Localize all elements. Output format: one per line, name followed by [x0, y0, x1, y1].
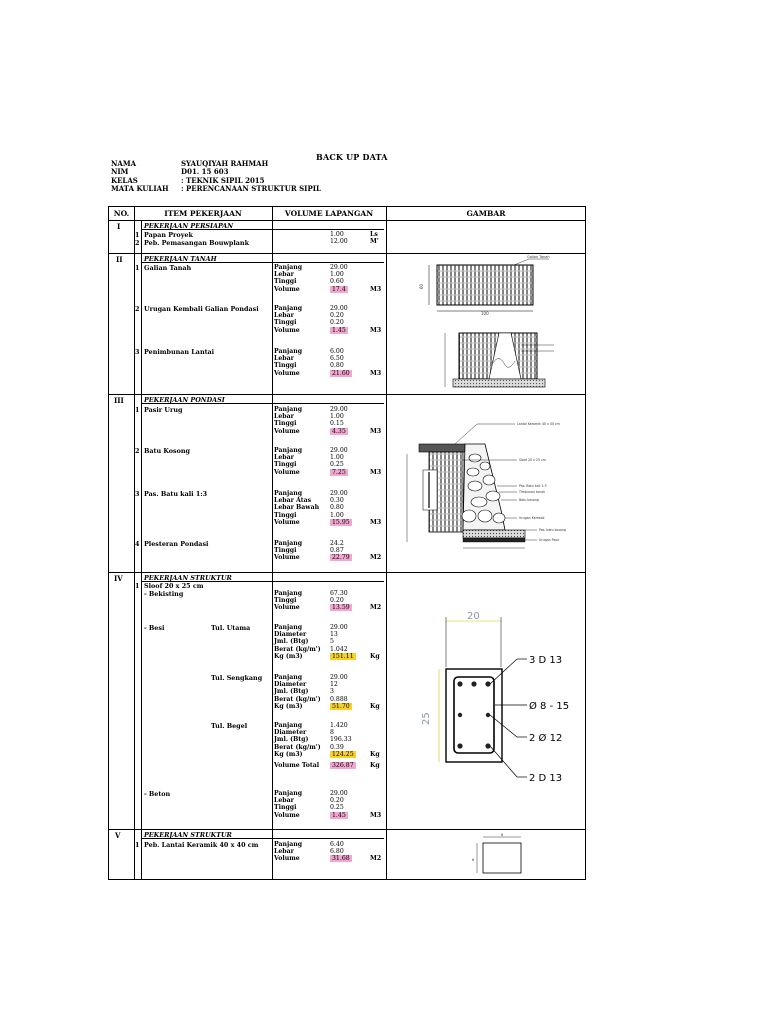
row-label: Diameter [274, 681, 307, 689]
weight-unit: Kg [370, 750, 380, 758]
volume-block [274, 540, 381, 562]
excavation-drawing [409, 253, 569, 391]
item-number: 1 [135, 582, 140, 590]
item-number: 2 [135, 239, 140, 247]
row-label: Tinggi [274, 804, 297, 812]
dim-width: 100 [481, 311, 489, 316]
volume-unit: M3 [370, 518, 382, 526]
volume-block [274, 348, 381, 377]
volume-highlight: 22.79 [332, 554, 350, 562]
weight-unit: Kg [370, 702, 380, 710]
item-name: Peb. Lantai Keramik 40 x 40 cm [144, 841, 259, 849]
volume-highlight: 17.4 [332, 285, 346, 293]
section-divider [109, 829, 585, 830]
row-label: Panjang [274, 722, 303, 729]
row-value: 3 [330, 688, 334, 696]
rebar-label-top: 3 D 13 [529, 655, 563, 666]
volume-block [274, 305, 381, 334]
row-label: Volume [274, 285, 300, 293]
sub-item-name: - Besi [144, 624, 165, 632]
weight-highlight: 51.70 [332, 702, 350, 710]
row-label: Tinggi [274, 461, 297, 469]
dim-height: 60 [419, 283, 424, 289]
volume-unit: M3 [370, 811, 382, 819]
row-label: Lebar [274, 271, 294, 279]
row-value: 29.00 [330, 447, 348, 454]
student-info [111, 160, 321, 193]
row-label: Tinggi [274, 597, 297, 605]
row-label: Volume [274, 811, 300, 819]
row-label: Lebar Atas [274, 497, 312, 505]
row-value: 0.80 [330, 362, 344, 370]
row-label: Lebar [274, 413, 294, 421]
row-value: 29.00 [330, 674, 348, 681]
row-value: 6.40 [330, 841, 344, 848]
item-name: Pasir Urug [144, 406, 183, 414]
volume-block [274, 624, 380, 660]
row-label: Volume [274, 518, 300, 526]
row-value: 29.00 [330, 264, 348, 271]
row-label: Kg (m3) [274, 652, 303, 660]
row-label: Tinggi [274, 547, 297, 555]
row-value: 0.60 [330, 278, 344, 286]
row-label: Tinggi [274, 319, 297, 327]
row-divider [141, 403, 384, 404]
row-label: Lebar Bawah [274, 504, 320, 512]
total-unit: Kg [370, 761, 380, 769]
row-value: 0.888 [330, 695, 348, 703]
col-divider [272, 207, 273, 879]
row-value: 6.50 [330, 355, 344, 363]
section-title: PEKERJAAN STRUKTUR [144, 574, 232, 582]
row-label: Lebar [274, 797, 294, 805]
row-label: Diameter [274, 631, 307, 639]
item-name: Penimbunan Lantai [144, 348, 215, 356]
row-label: Panjang [274, 624, 303, 631]
item-number: 1 [135, 841, 140, 849]
volume-unit: M2 [370, 554, 382, 562]
volume-unit: M2 [370, 855, 382, 863]
volume-unit: M' [370, 238, 379, 246]
info-label: NIM [111, 167, 129, 177]
volume-highlight: 31.68 [332, 855, 350, 863]
col-divider [386, 207, 387, 879]
row-value: 0.20 [330, 797, 344, 805]
item-name: Plesteran Pondasi [144, 540, 209, 548]
rebar-label-middle: 2 Ø 12 [529, 733, 563, 744]
row-label: Volume [274, 427, 300, 435]
item-name: Batu Kosong [144, 447, 191, 455]
sub-item-name: - Beton [144, 790, 171, 798]
drawing-label: Galian Tanah [527, 255, 550, 259]
row-divider [141, 838, 384, 839]
section-divider [109, 394, 585, 395]
row-value: 0.20 [330, 312, 344, 320]
row-label: Berat (kg/m') [274, 695, 321, 703]
stirrup-label: Ø 8 - 15 [529, 701, 569, 712]
volume-highlight: 13.59 [332, 604, 350, 612]
volume-block [330, 231, 379, 245]
row-value: 1.042 [330, 645, 348, 653]
sub-item-label: Tul. Begel [211, 722, 248, 730]
tile-drawing [469, 833, 539, 879]
info-value: SYAUQIYAH RAHMAH [181, 159, 269, 168]
row-divider [141, 229, 384, 230]
row-value: 1.00 [330, 511, 344, 519]
row-label: Lebar [274, 312, 294, 320]
row-label: Volume [274, 855, 300, 863]
row-value: 29.00 [330, 406, 348, 413]
item-number: 4 [135, 540, 140, 548]
row-label: Tinggi [274, 420, 297, 428]
row-value: 0.80 [330, 504, 344, 512]
drawing-label: Urugan Pasir [539, 538, 560, 542]
row-value: 0.30 [330, 497, 344, 505]
item-name: Pas. Batu kali 1:3 [144, 490, 208, 498]
row-label: Berat (kg/m') [274, 645, 321, 653]
section-number: IV [114, 574, 123, 583]
drawing-label: Sloof 20 x 25 cm [519, 458, 546, 462]
sloof-height: 25 [421, 712, 432, 725]
volume-highlight: 7.25 [332, 468, 346, 476]
row-label: Panjang [274, 447, 303, 454]
volume-unit: M2 [370, 604, 382, 612]
volume-value: 1.00 [330, 231, 344, 238]
info-value: : PERENCANAAN STRUKTUR SIPIL [181, 183, 321, 193]
row-value: 29.00 [330, 490, 348, 497]
header-item: ITEM PEKERJAAN [164, 209, 242, 218]
row-value: 29.00 [330, 624, 348, 631]
section-number: II [116, 255, 123, 264]
item-number: 3 [135, 490, 140, 498]
header-gambar: GAMBAR [466, 209, 506, 218]
row-label: Panjang [274, 790, 303, 797]
header-no: NO. [113, 209, 130, 218]
row-label: Kg (m3) [274, 750, 303, 758]
row-label: Tinggi [274, 511, 297, 519]
item-number: 1 [135, 264, 140, 272]
row-label: Jml. (Btg) [274, 736, 309, 744]
volume-block [274, 674, 380, 710]
sub-item-name: - Bekisting [144, 590, 184, 598]
item-number: 3 [135, 348, 140, 356]
volume-block [274, 590, 381, 612]
section-title: PEKERJAAN PERSIAPAN [144, 222, 234, 230]
section-title: PEKERJAAN PONDASI [144, 396, 225, 404]
row-value: 29.00 [330, 305, 348, 312]
item-name: Peb. Pemasangan Bouwplank [144, 239, 250, 247]
row-value: 0.87 [330, 547, 344, 555]
volume-unit: M3 [370, 369, 382, 377]
row-value: 6.00 [330, 348, 344, 355]
sub-item-label: Tul. Sengkang [211, 674, 263, 682]
item-number: 2 [135, 305, 140, 313]
row-label: Volume [274, 326, 300, 334]
section-number: III [114, 396, 124, 405]
row-label: Tinggi [274, 362, 297, 370]
row-label: Volume [274, 554, 300, 562]
volume-unit: Ls [370, 231, 378, 238]
row-label: Panjang [274, 590, 303, 597]
row-label: Lebar [274, 355, 294, 363]
row-value: 24.2 [330, 540, 344, 547]
volume-block [274, 264, 381, 293]
row-label: Panjang [274, 264, 303, 271]
total-highlight: 326.87 [332, 761, 354, 769]
volume-unit: M3 [370, 468, 382, 476]
item-name: Galian Tanah [144, 264, 192, 272]
volume-block [274, 490, 381, 526]
volume-unit: M3 [370, 326, 382, 334]
document-title: BACK UP DATA [316, 152, 388, 162]
volume-highlight: 15.95 [332, 518, 350, 526]
volume-block [274, 722, 380, 769]
item-name: Urugan Kembali Galian Pondasi [144, 305, 259, 313]
row-value: 1.00 [330, 454, 344, 462]
total-label: Volume Total [274, 761, 320, 769]
drawing-label: Pas. batu kosong [539, 528, 567, 532]
section-divider [109, 572, 585, 573]
row-label: Diameter [274, 729, 307, 737]
section-number: I [117, 222, 121, 231]
row-value: 1.420 [330, 722, 348, 729]
section-title: PEKERJAAN TANAH [144, 255, 217, 263]
item-number: 1 [135, 406, 140, 414]
volume-highlight: 1.45 [332, 326, 346, 334]
row-value: 6.80 [330, 848, 344, 856]
sub-item-label: Tul. Utama [211, 624, 251, 632]
row-label: Panjang [274, 490, 303, 497]
volume-block [274, 406, 381, 435]
info-value: : TEKNIK SIPIL 2015 [181, 175, 265, 185]
info-value: D01. 15 603 [181, 167, 229, 177]
volume-unit: M3 [370, 285, 382, 293]
item-number: 1 [135, 231, 140, 239]
rebar-label-bottom: 2 D 13 [529, 773, 563, 784]
sloof-width: 20 [467, 611, 480, 622]
row-value: 13 [330, 631, 338, 639]
tile-dim-w: 6 [501, 833, 504, 837]
row-label: Lebar [274, 848, 294, 856]
row-label: Panjang [274, 540, 303, 547]
row-value: 1.00 [330, 413, 344, 421]
row-value: 67.30 [330, 590, 348, 597]
volume-block [274, 790, 381, 819]
weight-highlight: 124.25 [332, 750, 354, 758]
row-label: Panjang [274, 674, 303, 681]
drawing-label: Lantai Keramik 40 x 40 cm [517, 422, 560, 426]
header-volume: VOLUME LAPANGAN [284, 209, 374, 218]
volume-table [108, 206, 586, 880]
row-value: 0.25 [330, 461, 344, 469]
weight-highlight: 151.11 [332, 652, 354, 660]
row-label: Kg (m3) [274, 702, 303, 710]
row-label: Jml. (Btg) [274, 638, 309, 646]
sloof-section-drawing [409, 607, 569, 797]
row-label: Volume [274, 468, 300, 476]
drawing-label: Timbunan tanah [519, 490, 546, 494]
volume-value: 12.00 [330, 238, 348, 246]
row-divider [141, 262, 384, 263]
item-name: Papan Proyek [144, 231, 193, 239]
header-divider [109, 220, 585, 221]
volume-highlight: 4.35 [332, 427, 346, 435]
row-label: Panjang [274, 305, 303, 312]
row-label: Volume [274, 604, 300, 612]
tile-dim-h: 6 [472, 858, 475, 862]
drawing-label: Pas. Batu kali 1:3 [519, 484, 547, 488]
volume-highlight: 21.60 [332, 369, 350, 377]
row-label: Panjang [274, 406, 303, 413]
info-label: MATA KULIAH [111, 183, 169, 193]
row-value: 5 [330, 638, 334, 646]
row-label: Tinggi [274, 278, 297, 286]
row-label: Panjang [274, 841, 303, 848]
section-number: V [115, 831, 121, 840]
volume-block [274, 447, 381, 476]
row-value: 196.33 [330, 736, 352, 744]
row-label: Berat (kg/m') [274, 743, 321, 751]
row-value: 0.15 [330, 420, 344, 428]
col-divider [141, 220, 142, 879]
drawing-label: Urugan Kembali [519, 516, 545, 520]
row-value: 0.20 [330, 319, 344, 327]
section-title: PEKERJAAN STRUKTUR [144, 831, 232, 839]
info-label: KELAS [111, 175, 138, 185]
item-name: Sloof 20 x 25 cm [144, 582, 204, 590]
row-value: 0.25 [330, 804, 344, 812]
row-value: 0.39 [330, 743, 344, 751]
volume-highlight: 1.45 [332, 811, 346, 819]
row-value: 0.20 [330, 597, 344, 605]
item-number: 2 [135, 447, 140, 455]
row-label: Volume [274, 369, 300, 377]
drawing-label: Batu kosong [519, 498, 539, 502]
info-label: NAMA [111, 159, 137, 168]
row-value: 8 [330, 729, 334, 737]
foundation-drawing [399, 412, 579, 552]
row-label: Panjang [274, 348, 303, 355]
row-value: 12 [330, 681, 338, 689]
row-value: 1.00 [330, 271, 344, 279]
volume-unit: M3 [370, 427, 382, 435]
volume-block [274, 841, 381, 863]
row-label: Lebar [274, 454, 294, 462]
weight-unit: Kg [370, 652, 380, 660]
row-label: Jml. (Btg) [274, 688, 309, 696]
row-value: 29.00 [330, 790, 348, 797]
